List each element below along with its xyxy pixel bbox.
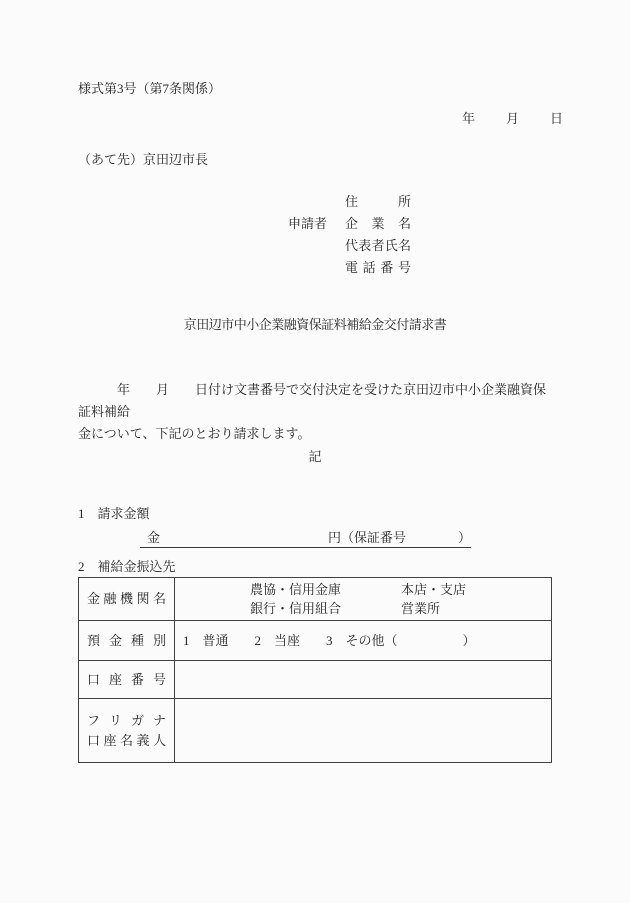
addressee: （あて先）京田辺市長: [78, 152, 209, 167]
applicant-representative-label: 代表者氏名: [345, 238, 411, 253]
institution-header-cell: [79, 578, 175, 621]
body-paragraph: [78, 379, 556, 445]
row-account-holder: [79, 699, 552, 763]
applicant-company-label: 企 業 名: [345, 216, 411, 231]
institution-value-cell: [175, 578, 552, 621]
body-line-1: 年 月 日付け文書番号で交付決定を受けた京田辺市中小企業融資保証料補給: [78, 382, 547, 419]
furigana-header: フ リ ガ ナ: [87, 712, 166, 728]
guarantee-number-close-paren: ）: [458, 530, 472, 545]
applicant-phone-label: 電 話 番 号: [345, 260, 411, 275]
institution-options: [183, 580, 543, 618]
body-line-2: 金について、下記のとおり請求します。: [78, 426, 311, 441]
account-holder-header: 口 座 名 義 人: [87, 732, 166, 748]
section2-heading: 2 補給金振込先: [78, 559, 176, 574]
branch-type-option: 本店・支店: [401, 582, 467, 597]
form-number: 様式第3号（第7条関係）: [78, 81, 222, 96]
section1-heading: 1 請求金額: [78, 506, 150, 521]
institution-type-option: 銀行・信用組合: [250, 601, 342, 616]
institution-type-option: 農協・信用金庫: [250, 582, 342, 597]
row-account-number: [79, 661, 552, 699]
row-deposit-type: [79, 621, 552, 661]
date-line: [462, 110, 563, 128]
date-day-label: 日: [549, 111, 563, 126]
amount-field-line: [140, 528, 471, 548]
deposit-type-value-cell: [175, 621, 552, 661]
applicant-label: 申請者: [288, 216, 328, 231]
row-institution: [79, 578, 552, 621]
document-title: 京田辺市中小企業融資保証料補給金交付請求書: [183, 317, 447, 332]
account-number-value-cell: [175, 661, 552, 699]
transfer-table: [78, 577, 552, 763]
deposit-type-header: 預 金 種 別: [87, 632, 166, 648]
institution-header: 金 融 機 関 名: [87, 591, 166, 606]
date-year-label: 年: [462, 111, 476, 126]
account-holder-value-cell: [175, 699, 552, 763]
applicant-address-label: 住 所: [345, 194, 411, 209]
amount-prefix-label: 金: [147, 530, 161, 545]
deposit-type-header-cell: [79, 621, 175, 661]
date-month-label: 月: [505, 111, 519, 126]
record-mark: 記: [308, 449, 322, 464]
account-holder-header-cell: [79, 699, 175, 763]
amount-unit-label: 円（保証番号: [328, 530, 407, 545]
account-number-header-cell: [79, 661, 175, 699]
deposit-type-options: 1 普通 2 当座 3 その他（ ）: [183, 632, 476, 648]
branch-type-option: 営業所: [401, 601, 441, 616]
account-number-header: 口 座 番 号: [87, 671, 166, 687]
